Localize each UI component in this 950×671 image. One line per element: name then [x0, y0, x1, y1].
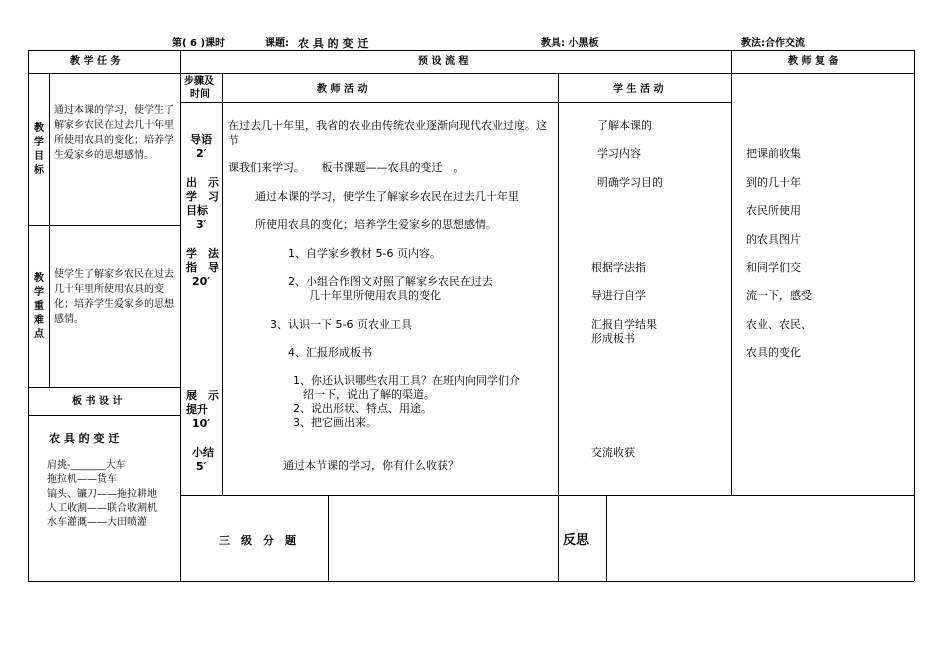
student-activity-line: 导进行自学 [591, 289, 646, 302]
teacher-activity-line: 3、把它画出来。 [293, 416, 377, 429]
goal-label: 教学目标 [34, 123, 44, 176]
teacher-activity-line: 所使用农具的变化；培养学生爱家乡的思想感情。 [255, 218, 497, 231]
prep-line: 和同学们交 [746, 261, 801, 274]
student-activity-line: 明确学习目的 [597, 176, 663, 189]
header-teacher-prep: 教 师 复 备 [788, 56, 839, 67]
prep-line: 到的几十年 [746, 176, 801, 189]
teaching-method: 教法:合作交流 [741, 38, 805, 49]
teacher-activity-line: 1、自学家乡教材 5-6 页内容。 [288, 247, 441, 260]
lesson-number: 第( 6 )课时 [172, 38, 226, 49]
step-summary-name: 小结 [192, 446, 214, 459]
board-line: 水车灌溉——大田喷灌 [47, 517, 147, 528]
teaching-tools: 教具: 小黑板 [541, 38, 599, 49]
student-activity-line: 交流收获 [591, 446, 635, 459]
reflection-label: 反思 [563, 533, 590, 548]
step-goal-name: 出 示 [186, 176, 219, 189]
three-level-questions-label: 三 级 分 题 [219, 534, 296, 547]
step-method-time: 20′ [192, 275, 211, 288]
teacher-activity-line: 节 [228, 134, 239, 147]
step-method-name: 指 导 [186, 261, 219, 274]
board-line: 拖拉机——货车 [47, 474, 117, 485]
teacher-activity-line: 绍一下，说出了解的渠道。 [303, 388, 435, 401]
header-preset-flow: 预 设 流 程 [418, 56, 469, 67]
step-show-name: 展 示 [186, 389, 219, 402]
teacher-activity-line: 3、认识一下 5-6 页农业工具 [270, 318, 412, 331]
board-design-label: 板 书 设 计 [72, 396, 123, 407]
step-method-name: 学 法 [186, 247, 219, 260]
student-activity-line: 学习内容 [597, 147, 641, 160]
header-teacher-activity: 教 师 活 动 [317, 84, 368, 95]
step-goal-time: 3′ [196, 218, 207, 231]
step-goal-name: 学 习 [186, 190, 219, 203]
prep-line: 流一下，感受 [746, 289, 812, 302]
prep-line: 农民所使用 [746, 204, 801, 217]
teacher-activity-line: 1、你还认识哪些农用工具？在班内向同学们介 [293, 374, 520, 387]
step-summary-time: 5′ [196, 460, 207, 473]
prep-line: 的农具图片 [746, 233, 801, 246]
teacher-activity-line: 通过本课的学习，使学生了解家乡农民在过去几十年里 [255, 190, 519, 203]
step-show-name: 提升 [186, 403, 208, 416]
goal-text: 通过本课的学习，使学生了解家乡农民在过去几十年里所使用农具的变化；培养学生爱家乡的思想感情。 [54, 105, 174, 161]
key-points-text: 使学生了解家乡农民在过去几十年里所使用农具的变化；培养学生爱家乡的思想感情。 [54, 269, 174, 325]
prep-line: 农具的变化 [746, 346, 801, 359]
header-teaching-task: 教 学 任 务 [70, 56, 121, 67]
student-activity-line: 根据学法指 [591, 261, 646, 274]
student-activity-line: 汇报自学结果 [591, 318, 657, 331]
teacher-activity-line: 课我们来学习。 板书课题——农具的变迁 。 [228, 161, 465, 174]
key-points-label: 教学重难点 [34, 273, 44, 340]
step-intro-time: 2′ [196, 147, 207, 160]
header-steps-line2: 时间 [190, 89, 210, 100]
prep-line: 农业、农民、 [746, 318, 812, 331]
board-line: 肩挑-_______大车 [47, 460, 126, 471]
teacher-activity-line: 4、汇报形成板书 [288, 346, 372, 359]
board-title: 农 具 的 变 迁 [49, 432, 120, 445]
teacher-activity-line: 在过去几十年里，我省的农业由传统农业逐渐向现代农业过度。这 [228, 119, 547, 132]
step-intro-name: 导语 [190, 133, 212, 146]
step-goal-name: 目标 [186, 204, 208, 217]
prep-line: 把课前收集 [746, 147, 801, 160]
teacher-activity-line: 2、小组合作图文对照了解家乡农民在过去 [288, 275, 493, 288]
step-show-time: 10′ [192, 417, 211, 430]
student-activity-line: 了解本课的 [597, 119, 652, 132]
topic-label: 课题: [265, 38, 289, 49]
teacher-activity-line: 2、说出形状、特点、用途。 [293, 402, 432, 415]
teacher-activity-line: 通过本节课的学习，你有什么收获？ [283, 459, 459, 472]
board-line: 人工收割——联合收割机 [47, 503, 157, 514]
student-activity-line: 形成板书 [591, 332, 635, 345]
teacher-activity-line: 几十年里所使用农具的变化 [309, 289, 441, 302]
header-steps-line1: 步骤及 [184, 76, 214, 87]
board-line: 镐头、镰刀——拖拉耕地 [47, 489, 157, 500]
topic-title: 农 具 的 变 迁 [298, 37, 369, 50]
header-student-activity: 学 生 活 动 [613, 84, 664, 95]
